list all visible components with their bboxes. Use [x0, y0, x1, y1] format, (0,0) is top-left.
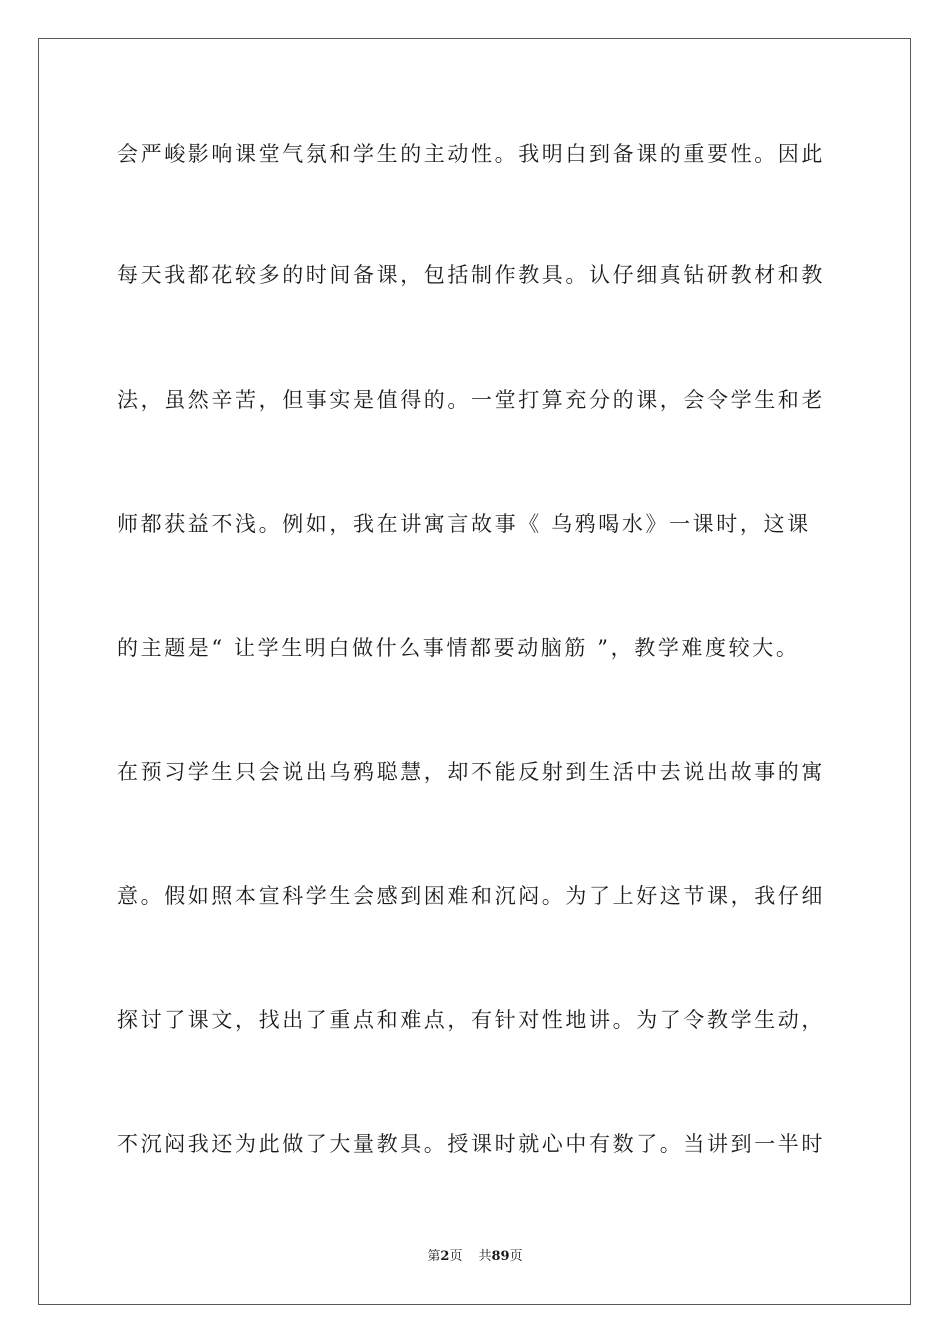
- current-page-number: 2: [440, 1249, 450, 1264]
- body-text-line-9: 不沉闷我还为此做了大量教具。授课时就心中有数了。当讲到一半时: [117, 1132, 825, 1156]
- total-prefix: 共: [478, 1249, 492, 1264]
- body-text-line-5: 的主题是“ 让学生明白做什么事情都要动脑筋 ”，教学难度较大。: [117, 636, 800, 660]
- body-text-line-3: 法，虽然辛苦，但事实是值得的。一堂打算充分的课，会令学生和老: [117, 388, 825, 412]
- total-page-count: 89: [491, 1249, 510, 1264]
- body-text-line-6: 在预习学生只会说出乌鸦聪慧，却不能反射到生活中去说出故事的寓: [117, 760, 825, 784]
- body-text-line-2: 每天我都花较多的时间备课，包括制作教具。认仔细真钻研教材和教: [117, 263, 825, 287]
- page-footer: [0, 1248, 950, 1266]
- body-text-line-4: 师都获益不浅。例如，我在讲寓言故事《 乌鸦喝水》一课时，这课: [117, 512, 811, 536]
- body-text-line-1: 会严峻影响课堂气氛和学生的主动性。我明白到备课的重要性。因此: [117, 142, 825, 166]
- body-text-line-8: 探讨了课文，找出了重点和难点，有针对性地讲。为了令教学生动，: [117, 1008, 825, 1032]
- body-text-line-7: 意。假如照本宣科学生会感到困难和沉闷。为了上好这节课，我仔细: [117, 884, 825, 908]
- total-suffix: 页: [509, 1249, 523, 1264]
- page-suffix: 页: [449, 1249, 463, 1264]
- page-prefix: 第: [427, 1249, 441, 1264]
- page-border: [38, 38, 911, 1305]
